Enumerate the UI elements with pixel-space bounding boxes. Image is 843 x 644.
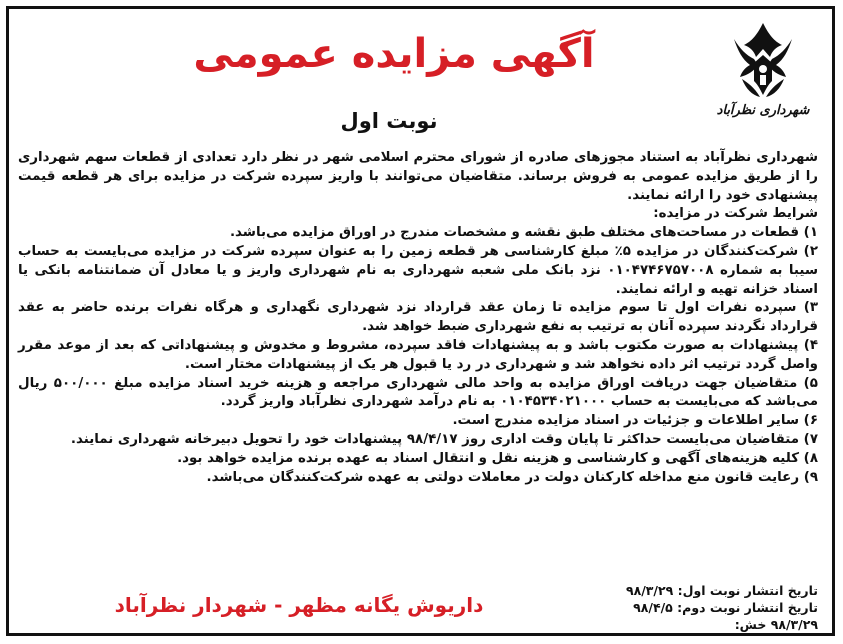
- conditions-heading: شرایط شرکت در مزایده:: [653, 206, 818, 222]
- round-label: نوبت اول: [340, 109, 438, 133]
- publication-dates: [588, 582, 818, 633]
- condition-item: ۶) سایر اطلاعات و جزئیات در اسناد مزایده مندرج است.: [452, 413, 818, 429]
- condition-item: ۱) قطعات در مساحت‌های مختلف طبق نقشه و مشخصات مندرج در اوراق مزایده می‌باشد.: [229, 225, 818, 241]
- municipality-emblem-icon: [724, 19, 802, 101]
- intro-paragraph: شهرداری نظرآباد به استناد مجوزهای صادره از شورای محترم اسلامی شهر در نظر دارد تعدادی از قطعات سهم شهرداری را از طریق مزایده عمومی به فروش برساند. متقاضیان می‌توانند با واریز سپرده شرکت در مزایده برای هر قطعه قیمت پیشنهادی خود را ارائه نمایند.: [18, 150, 818, 203]
- signature-line: داریوش یگانه مظهر - شهردار نظرآباد: [114, 593, 484, 617]
- municipality-logo: [708, 19, 818, 134]
- logo-caption: شهرداری نظرآباد: [716, 103, 810, 118]
- condition-item: ۳) سپرده نفرات اول تا سوم مزایده تا زمان عقد قرارداد نزد شهرداری نگهداری و هرگاه نفرات برنده حاضر به عقد قرارداد نگردند سپرده آنان به ترتیب به نفع شهرداری ضبط خواهد شد.: [18, 300, 818, 335]
- advertisement-frame: [6, 6, 835, 636]
- second-publication-date: تاریخ انتشار نوبت دوم: ۹۸/۴/۵: [633, 600, 818, 615]
- condition-item: ۴) پیشنهادات به صورت مکتوب باشد و به پیشنهادات فاقد سپرده، مشروط و مخدوش و پیشنهاداتی که بعد از موعد مقرر واصل گردد ترتیب اثر داده نخواهد شد و شهرداری در رد یا قبول هر یک از پیشنهادات مختار است.: [18, 337, 818, 372]
- page-title: آگهی مزایده عمومی: [193, 31, 595, 77]
- condition-item: ۹) رعایت قانون منع مداخله کارکنان دولت در معاملات دولتی به عهده شرکت‌کنندگان می‌باشد.: [206, 469, 818, 485]
- condition-item: ۲) شرکت‌کنندگان در مزایده ۵٪ مبلغ کارشناسی هر قطعه زمین را به عنوان سپرده شرکت در مزایده می‌بایست به حساب سیبا به شماره ۰۱۰۴۷۴۶۷۵۷۰۰۸ نزد بانک ملی شعبه شهرداری به نام شهرداری واریز و یا معادل آن ضمانتنامه بانکی یا اسناد خزانه تهیه و ارائه نمایند.: [18, 243, 818, 297]
- trailing-date: ۹۸/۳/۲۹ خش:: [734, 617, 818, 632]
- first-publication-date: تاریخ انتشار نوبت اول: ۹۸/۳/۲۹: [625, 583, 818, 598]
- footer: [9, 571, 832, 633]
- announcement-body: [18, 149, 818, 487]
- condition-item: ۸) کلیه هزینه‌های آگهی و کارشناسی و هزینه نقل و انتقال اسناد به عهده برنده مزایده خواهد بود.: [177, 450, 818, 466]
- condition-item: ۷) متقاضیان می‌بایست حداکثر تا پایان وقت اداری روز ۹۸/۴/۱۷ پیشنهادات خود را تحویل دبیرخانه شهرداری نمایند.: [70, 431, 818, 447]
- condition-item: ۵) متقاضیان جهت دریافت اوراق مزایده به واحد مالی شهرداری مراجعه و هزینه خرید اسناد مزایده مبلغ ۵۰۰/۰۰۰ ریال می‌باشد که می‌بایست به حساب ۰۱۰۴۵۳۴۰۲۱۰۰۰ به نام درآمد شهرداری نظرآباد واریز گردد.: [18, 375, 818, 410]
